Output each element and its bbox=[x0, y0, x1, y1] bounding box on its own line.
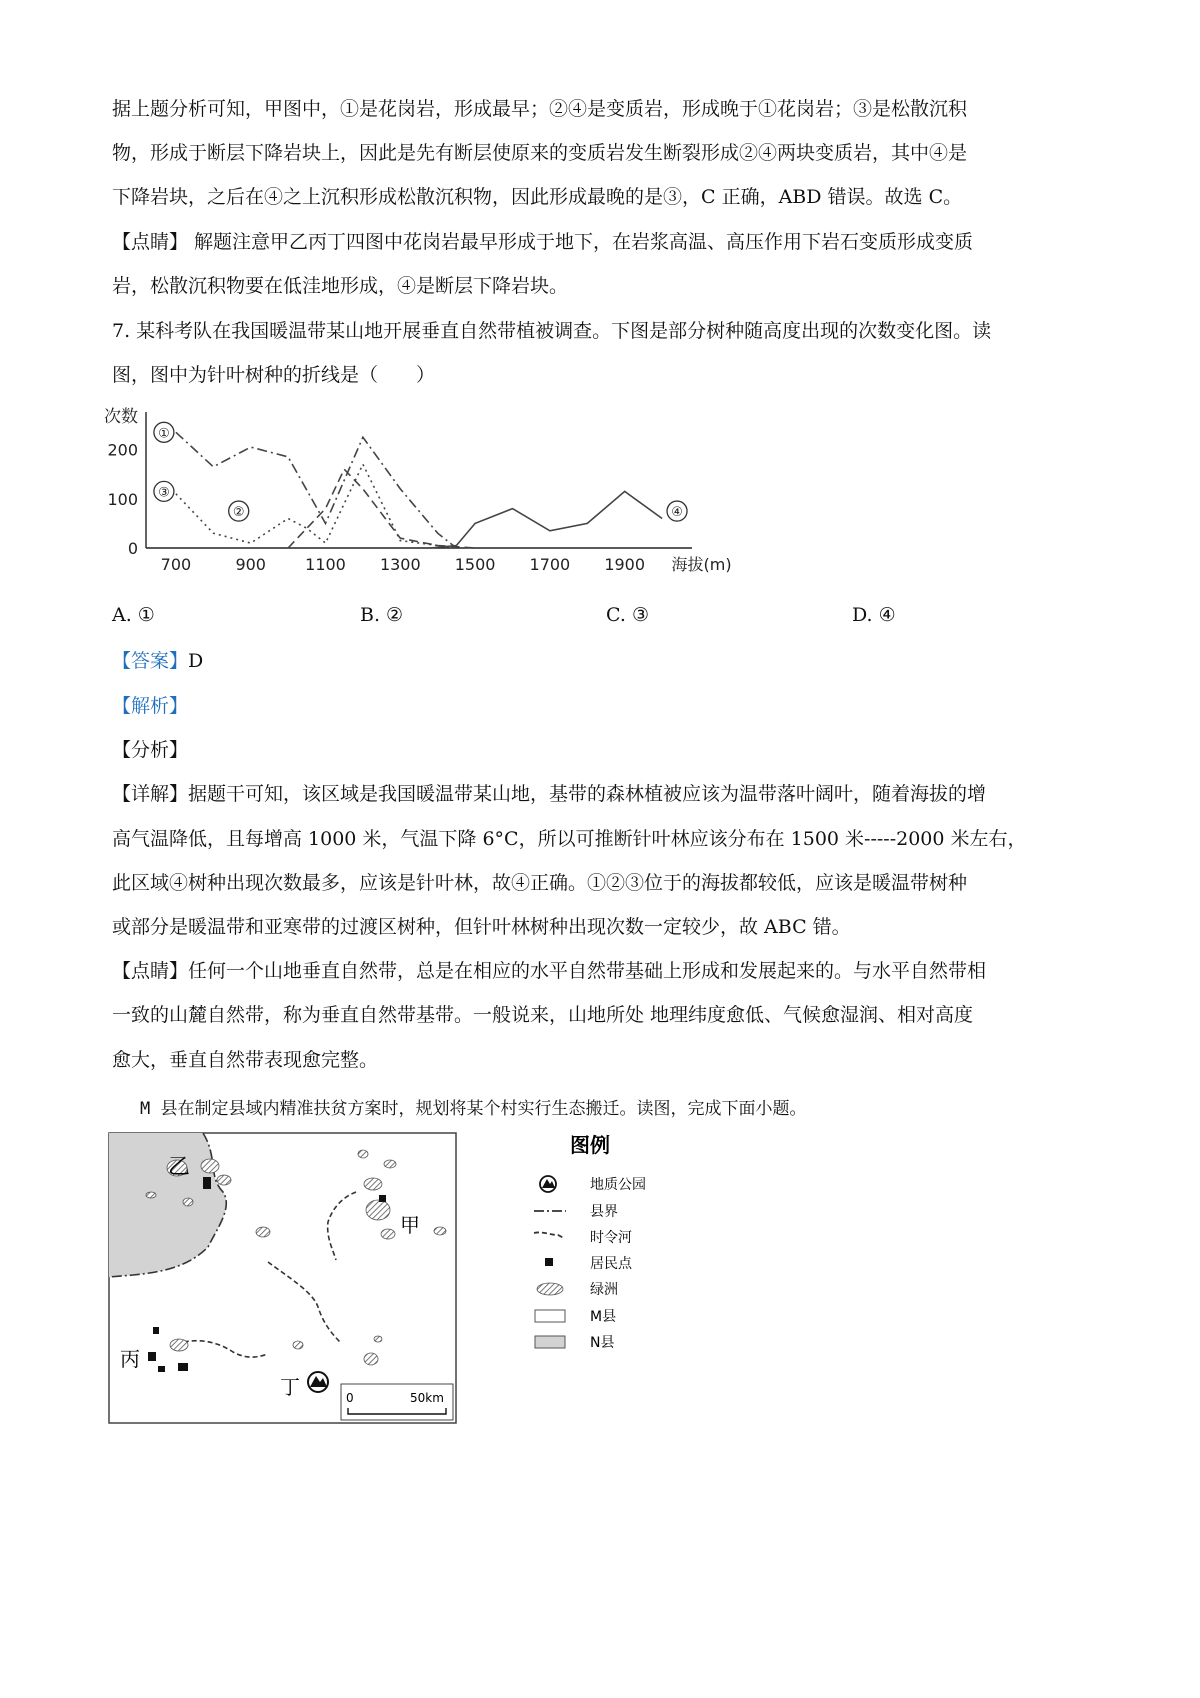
series-label: ① bbox=[158, 426, 170, 442]
text-line: 物，形成于断层下降岩块上，因此是先有断层使原来的变质岩发生断裂形成②④两块变质岩，其中④是 bbox=[112, 142, 968, 164]
x-tick-label: 1100 bbox=[305, 555, 346, 574]
oasis bbox=[434, 1227, 446, 1235]
place-ding: 丁 bbox=[280, 1375, 300, 1399]
settlement bbox=[153, 1327, 159, 1334]
question-text: 图，图中为针叶树种的折线是（ ） bbox=[112, 364, 436, 386]
x-tick-label: 700 bbox=[160, 555, 192, 574]
y-axis-label: 次数 bbox=[104, 407, 138, 427]
legend-item: 地质公园 bbox=[590, 1177, 646, 1193]
settlement bbox=[203, 1177, 211, 1189]
scale-bar bbox=[341, 1384, 453, 1420]
series-label: ④ bbox=[671, 505, 683, 521]
option-c[interactable]: C. ③ bbox=[606, 604, 649, 626]
text-line: 或部分是暖温带和亚寒带的过渡区树种，但针叶林树种出现次数一定较少，故 ABC 错。 bbox=[112, 916, 851, 938]
text-line: 据题干可知，该区域是我国暖温带某山地，基带的森林植被应该为温带落叶阔叶，随着海拔的增 bbox=[188, 783, 987, 805]
x-tick-label: 900 bbox=[235, 555, 266, 574]
geopark-icon bbox=[308, 1372, 328, 1392]
detail-tag: 【详解】 bbox=[112, 783, 189, 805]
series-label: ② bbox=[232, 505, 245, 521]
place-jia: 甲 bbox=[400, 1213, 420, 1237]
text-line: 愈大，垂直自然带表现愈完整。 bbox=[112, 1049, 379, 1071]
legend-n-county-icon bbox=[535, 1336, 565, 1348]
settlement bbox=[148, 1352, 156, 1361]
oasis bbox=[358, 1150, 368, 1158]
x-tick-label: 1900 bbox=[604, 555, 646, 574]
analysis-tag: 【解析】 bbox=[112, 695, 189, 717]
scale-zero: 0 bbox=[346, 1391, 354, 1405]
oasis bbox=[146, 1192, 156, 1198]
tip2-tag: 【点睛】 bbox=[112, 960, 189, 982]
text-line: 下降岩块，之后在④之上沉积形成松散沉积物，因此形成最晚的是③，C 正确，ABD 错误。故选 C。 bbox=[112, 186, 963, 208]
oasis bbox=[217, 1175, 231, 1185]
chart-series bbox=[176, 432, 662, 548]
x-axis-label: 海拔(m) bbox=[671, 555, 732, 574]
answer-value: D bbox=[188, 650, 204, 672]
answer-line bbox=[112, 648, 1102, 674]
oasis bbox=[256, 1227, 270, 1237]
settlement bbox=[158, 1366, 165, 1372]
tip-paragraph bbox=[112, 229, 1102, 255]
legend-item: N县 bbox=[590, 1335, 615, 1351]
text-line: 任何一个山地垂直自然带，总是在相应的水平自然带基础上形成和发展起来的。与水平自然带相 bbox=[188, 960, 987, 982]
scale-distance: 50km bbox=[410, 1391, 444, 1405]
m-county-intro: M 县在制定县域内精准扶贫方案时，规划将某个村实行生态搬迁。读图，完成下面小题。 bbox=[140, 1099, 807, 1119]
x-tick-label: 1700 bbox=[529, 555, 571, 574]
oasis bbox=[384, 1160, 396, 1168]
text-line: 岩，松散沉积物要在低洼地形成，④是断层下降岩块。 bbox=[112, 275, 569, 297]
text-line: 高气温降低，且每增高 1000 米，气温下降 6°C，所以可推断针叶林应该分布在 1500 米-----2000 米左右， bbox=[112, 828, 1027, 850]
place-bing: 丙 bbox=[120, 1347, 140, 1371]
series-label: ③ bbox=[158, 485, 170, 501]
legend-item: 居民点 bbox=[590, 1256, 632, 1272]
tip-tag: 【点睛】 bbox=[112, 231, 189, 253]
text-line: 一致的山麓自然带，称为垂直自然带基带。一般说来，山地所处 地理纬度愈低、气候愈湿润、相对高度 bbox=[112, 1004, 974, 1026]
text-line: 此区域④树种出现次数最多，应该是针叶林，故④正确。①②③位于的海拔都较低，应该是暖温带树种 bbox=[112, 872, 968, 894]
y-tick-label: 100 bbox=[107, 489, 138, 509]
settlement bbox=[379, 1195, 386, 1202]
series-line bbox=[288, 469, 475, 548]
oasis bbox=[170, 1339, 188, 1351]
detail-paragraph bbox=[112, 781, 1102, 807]
oasis bbox=[374, 1336, 382, 1342]
x-tick-label: 1500 bbox=[454, 555, 496, 574]
option-d[interactable]: D. ④ bbox=[852, 604, 896, 626]
map-legend bbox=[530, 1132, 680, 1372]
oasis bbox=[293, 1341, 303, 1349]
legend-title: 图例 bbox=[570, 1133, 610, 1157]
legend-item: M县 bbox=[590, 1309, 617, 1325]
legend-river-icon bbox=[534, 1232, 564, 1238]
text-line: 据上题分析可知，甲图中，①是花岗岩，形成最早；②④是变质岩，形成晚于①花岗岩；③是松散沉积 bbox=[112, 98, 968, 120]
county-map bbox=[108, 1132, 488, 1442]
question-text: 7. 某科考队在我国暖温带某山地开展垂直自然带植被调查。下图是部分树种随高度出现的次数变化图。读 bbox=[112, 320, 992, 342]
legend-item: 县界 bbox=[590, 1204, 618, 1220]
tip2-paragraph bbox=[112, 958, 1102, 984]
legend-settlement-icon bbox=[545, 1258, 553, 1266]
fenxi-tag: 【分析】 bbox=[112, 739, 189, 761]
option-a[interactable]: A. ① bbox=[112, 604, 155, 626]
chart-axes bbox=[104, 407, 732, 574]
y-tick-label: 0 bbox=[127, 539, 138, 558]
legend-item: 绿洲 bbox=[590, 1282, 618, 1298]
legend-item: 时令河 bbox=[590, 1230, 632, 1246]
series-line bbox=[176, 464, 460, 548]
legend-oasis-icon bbox=[537, 1283, 563, 1295]
place-yi: 乙 bbox=[168, 1155, 191, 1180]
line-chart bbox=[100, 398, 780, 598]
oasis bbox=[364, 1178, 382, 1190]
oasis bbox=[381, 1229, 395, 1239]
oasis bbox=[183, 1198, 193, 1206]
text-line: 解题注意甲乙丙丁四图中花岗岩最早形成于地下，在岩浆高温、高压作用下岩石变质形成变质 bbox=[188, 231, 974, 253]
oasis bbox=[366, 1200, 390, 1220]
x-tick-label: 1300 bbox=[379, 555, 421, 574]
settlement bbox=[178, 1363, 188, 1371]
series-line bbox=[430, 491, 662, 548]
series-line bbox=[176, 432, 457, 548]
answer-tag: 【答案】 bbox=[112, 650, 189, 672]
oasis bbox=[201, 1159, 219, 1173]
option-b[interactable]: B. ② bbox=[360, 604, 404, 626]
oasis bbox=[364, 1353, 378, 1365]
y-tick-label: 200 bbox=[107, 440, 138, 460]
legend-m-county-icon bbox=[535, 1310, 565, 1322]
